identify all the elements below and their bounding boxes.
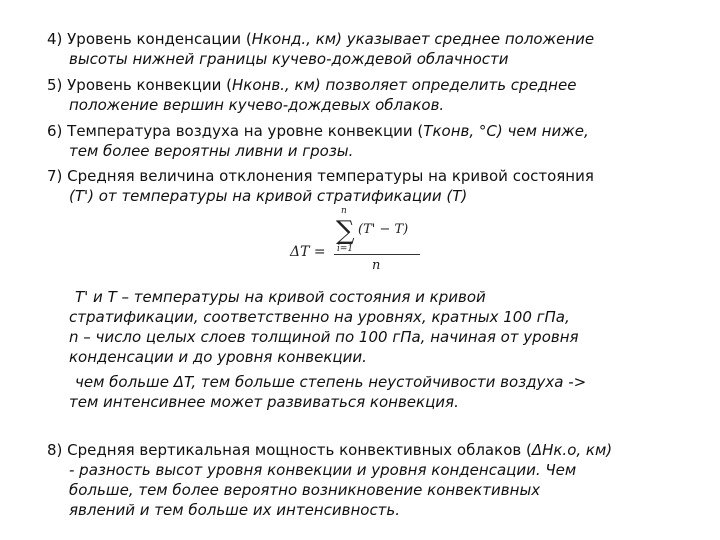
formula-lhs: ΔT = xyxy=(290,244,326,260)
item-8-head: 8) Средняя вертикальная мощность конвективных облаков ( xyxy=(47,441,532,459)
item-6-line xyxy=(47,121,589,141)
item-7-head: 7) Средняя величина отклонения температуры на кривой состояния xyxy=(47,167,594,185)
item-5-line xyxy=(47,75,576,95)
item-5-head: 5) Уровень конвекции ( xyxy=(47,76,232,94)
item-8-cont-2: больше, тем более вероятно возникновение конвективных xyxy=(69,481,541,499)
formula-sigma: ∑ xyxy=(336,216,355,246)
formula-upper: n xyxy=(341,206,347,216)
item-8-cont-3: явлений и тем больше их интенсивность. xyxy=(69,501,401,519)
item-6-italic: Тконв, °С) чем ниже, xyxy=(423,122,589,140)
item-5-cont: положение вершин кучево-дождевых облаков. xyxy=(69,96,445,114)
item-4-italic: Нконд., км) указывает среднее положение xyxy=(251,30,595,48)
explain-line-4: конденсации и до уровня конвекции. xyxy=(69,348,367,366)
note-line-2: тем интенсивнее может развиваться конвекция. xyxy=(69,393,459,411)
item-6-head: 6) Температура воздуха на уровне конвекции ( xyxy=(47,122,424,140)
item-8-cont-1: - разность высот уровня конвекции и уровня конденсации. Чем xyxy=(69,461,577,479)
explain-line-3: n – число целых слоев толщиной по 100 гПа, начиная от уровня xyxy=(69,328,579,346)
item-8-line xyxy=(47,440,612,460)
item-7-line xyxy=(47,166,594,186)
explain-line-2: стратификации, соответственно на уровнях, кратных 100 гПа, xyxy=(69,308,570,326)
formula-denominator: n xyxy=(372,258,381,273)
item-4-line xyxy=(47,29,594,49)
formula-lower: i=1 xyxy=(337,244,354,254)
fraction-bar xyxy=(334,254,420,255)
formula-numerator: (T' − T) xyxy=(358,222,409,237)
item-4-head: 4) Уровень конденсации ( xyxy=(47,30,252,48)
formula xyxy=(290,204,430,274)
item-7-cont: (T') от температуры на кривой стратификации (T) xyxy=(69,187,468,205)
item-6-cont: тем более вероятны ливни и грозы. xyxy=(69,142,354,160)
note-line-1: чем больше ΔT, тем больше степень неустойчивости воздуха -> xyxy=(75,373,587,391)
explain-line-1: T' и T – температуры на кривой состояния и кривой xyxy=(75,288,486,306)
item-5-italic: Нконв., км) позволяет определить среднее xyxy=(232,76,577,94)
item-4-cont: высоты нижней границы кучево-дождевой облачности xyxy=(69,50,509,68)
item-8-italic: ΔНк.о, км) xyxy=(531,441,613,459)
